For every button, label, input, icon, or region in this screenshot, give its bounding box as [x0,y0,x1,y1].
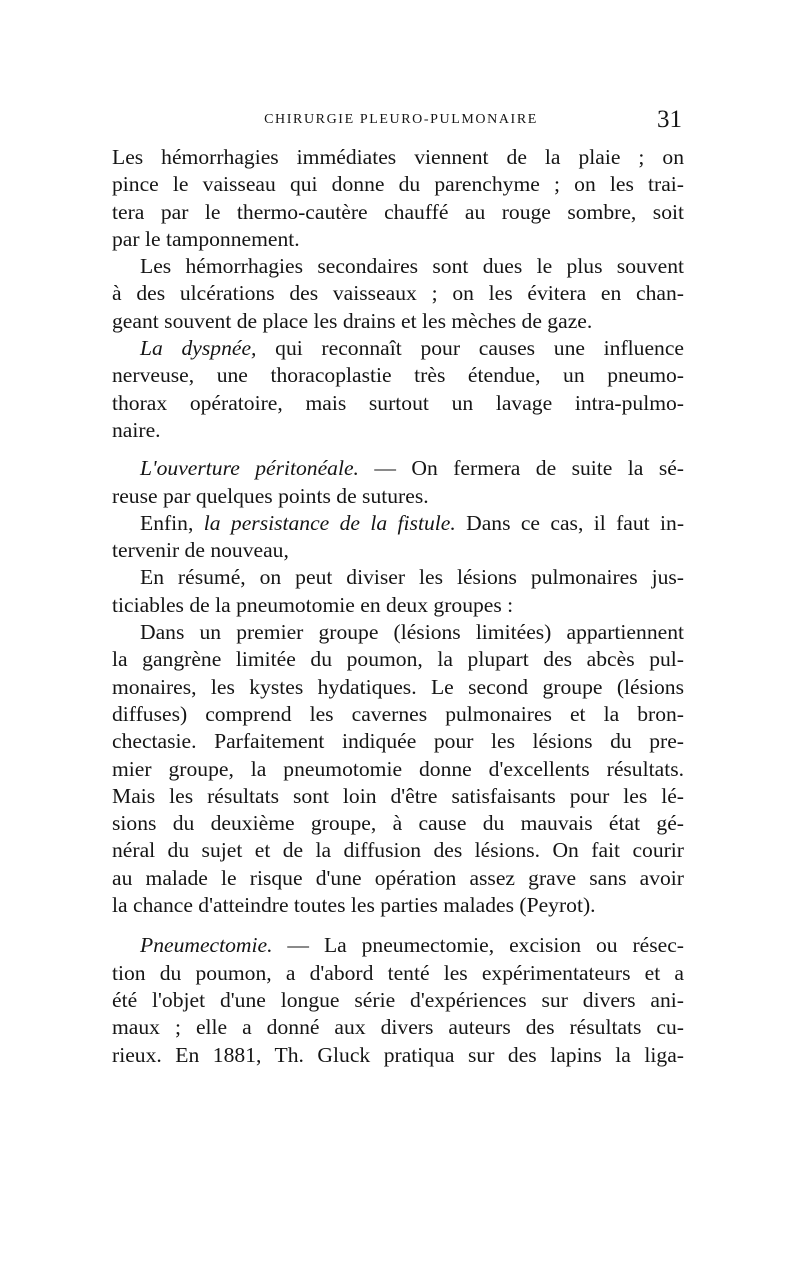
text-line: nerveuse, une thoracoplastie très étendue, un pneumo- [112,363,684,388]
paragraph-pneumectomy [112,932,684,1068]
paragraph-fistula [112,510,684,565]
text-line: tera par le thermo-cautère chauffé au rouge sombre, soit [112,199,684,224]
line-rest: — La pneumectomie, excision ou résec- [272,933,684,958]
line-lead: Enfin, [140,510,204,535]
text-line: diffuses) comprend les cavernes pulmonaires et la bron- [112,701,684,726]
line-rest: — On fermera de suite la sé- [358,456,684,481]
text-line: sions du deuxième groupe, à cause du mauvais état gé- [112,811,684,836]
italic-lead: La dyspnée, [140,336,257,361]
italic-lead: L'ouverture péritonéale. [140,456,359,481]
page-number: 31 [657,106,682,133]
text-line: pince le vaisseau qui donne du parenchyme ; on les trai- [112,172,684,197]
text-line: reuse par quelques points de sutures. [112,483,429,508]
text-line: naire. [112,417,161,442]
text-line: monaires, les kystes hydatiques. Le second groupe (lésions [112,674,684,699]
text-line: la gangrène limitée du poumon, la plupart des abcès pul- [112,647,684,672]
text-line: été l'objet d'une longue série d'expériences sur divers ani- [112,987,684,1012]
line-rest: qui reconnaît pour causes une influence [256,336,684,361]
page-header [120,106,682,136]
text-line: maux ; elle a donné aux divers auteurs des résultats cu- [112,1015,684,1040]
paragraph-dyspnea [112,335,684,444]
italic-lead: la persistance de la fistule. [203,510,456,535]
text-line: néral du sujet et de la diffusion des lésions. On fait courir [112,838,684,863]
paragraph-secondary-hemorrhage [112,253,684,335]
line-rest: Dans ce cas, il faut in- [455,510,685,535]
paragraph-peritoneal-opening [112,455,684,510]
body-text [112,144,684,1069]
italic-lead: Pneumectomie. [140,933,273,958]
text-line: au malade le risque d'une opération assez grave sans avoir [112,865,684,890]
text-line: En résumé, on peut diviser les lésions pulmonaires jus- [140,565,684,590]
paragraph-lesion-groups [112,619,684,919]
text-line: la chance d'atteindre toutes les parties malades (Peyrot). [112,893,596,918]
text-line [112,455,684,482]
text-line: ticiables de la pneumotomie en deux groupes : [112,592,514,617]
paragraph-summary [112,564,684,619]
paragraph-immediate-hemorrhage [112,144,684,253]
text-line: tervenir de nouveau, [112,538,289,563]
text-line: thorax opératoire, mais surtout un lavage intra-pulmo- [112,390,684,415]
text-line [112,932,684,959]
text-line [112,510,684,537]
text-line: Dans un premier groupe (lésions limitées) appartiennent [140,620,684,645]
text-line: geant souvent de place les drains et les mèches de gaze. [112,308,593,333]
text-line: mier groupe, la pneumotomie donne d'excellents résultats. [112,756,684,781]
running-title: CHIRURGIE PLEURO-PULMONAIRE [264,112,538,127]
text-line: tion du poumon, a d'abord tenté les expérimentateurs et a [112,960,684,985]
text-line: à des ulcérations des vaisseaux ; on les évitera en chan- [112,281,684,306]
text-line: Les hémorrhagies immédiates viennent de la plaie ; on [112,145,684,169]
text-line: Les hémorrhagies secondaires sont dues le plus souvent [140,254,684,279]
text-line: Mais les résultats sont loin d'être satisfaisants pour les lé- [112,783,684,808]
text-line [112,335,684,362]
text-line: par le tamponnement. [112,226,300,251]
text-line: rieux. En 1881, Th. Gluck pratiqua sur des lapins la liga- [112,1042,684,1067]
text-line: chectasie. Parfaitement indiquée pour les lésions du pre- [112,729,684,754]
